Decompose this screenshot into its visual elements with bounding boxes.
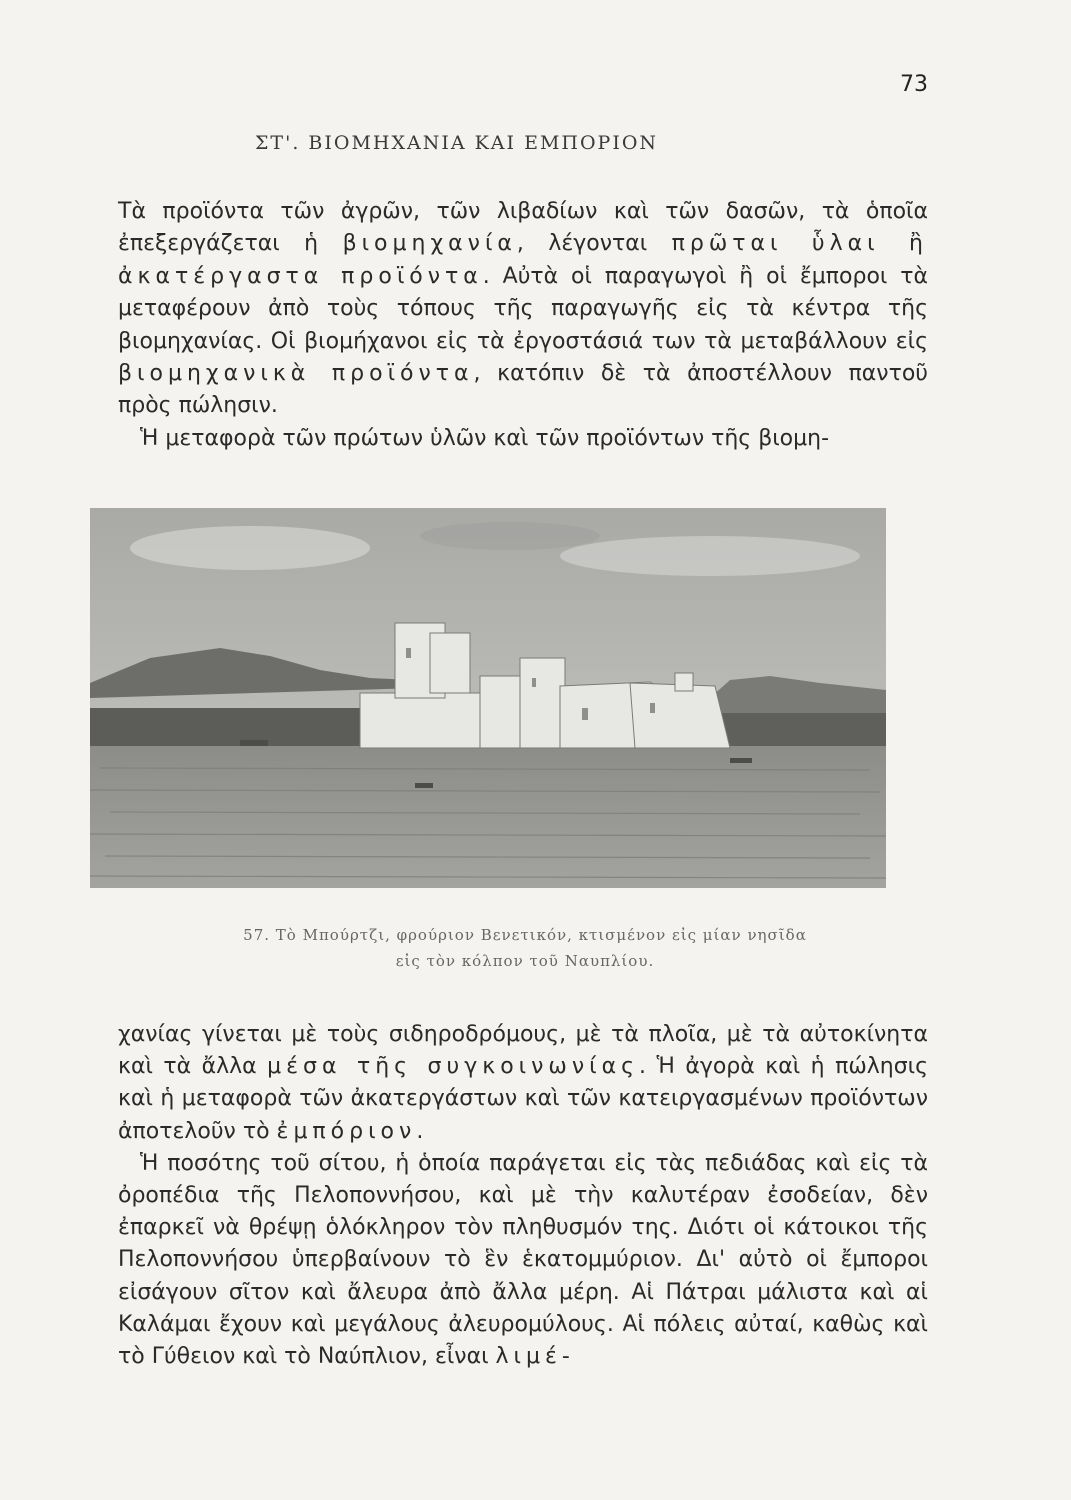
caption-line: 57. Τὸ Μπούρτζι, φρούριον Βενετικόν, κτισμένον εἰς μίαν νησῖδα bbox=[243, 926, 807, 944]
page-number: 73 bbox=[900, 72, 928, 97]
paragraph-text: . Ἡ ἀγορὰ καὶ ἡ πώλησις καὶ ἡ μεταφορὰ τῶν ἀκατεργάστων καὶ τῶν κατειργασμένων προϊόντων ἀποτελοῦν τὸ bbox=[118, 1054, 929, 1144]
spaced-term: βιομηχανία bbox=[342, 231, 517, 257]
section-heading: ΣΤ'. ΒΙΟΜΗΧΑΝΙΑ ΚΑΙ ΕΜΠΟΡΙΟΝ bbox=[255, 132, 659, 154]
paragraph-industry bbox=[118, 196, 928, 455]
caption-line: εἰς τὸν κόλπον τοῦ Ναυπλίου. bbox=[395, 952, 655, 970]
paragraph-text: . Αὐτὰ οἱ παραγωγοὶ ἢ οἱ ἔμποροι τὰ μεταφέρουν ἀπὸ τοὺς τόπους τῆς παραγωγῆς εἰς τὰ κέντρα τῆς βιομηχανίας. Οἱ βιομήχανοι εἰς τὰ ἐργοστάσιά των τὰ μεταβάλλουν εἰς bbox=[118, 263, 929, 354]
paragraph-text: Ἡ ποσότης τοῦ σίτου, ἡ ὁποία παράγεται εἰς τὰς πεδιάδας καὶ εἰς τὰ ὀροπέδια τῆς Πελοποννήσου, καὶ μὲ τὴν καλυτέραν ἐσοδείαν, δὲν ἐπαρκεῖ νὰ θρέψῃ ὁλόκληρον τὸν πληθυσμόν της. Διότι οἱ κάτοικοι τῆς Πελοποννήσου ὑπερβαίνουν τὸ ἓν ἑκατομμύριον. Δι' αὐτὸ οἱ ἔμποροι εἰσάγουν σῖτον καὶ ἄλευρα ἀπὸ ἄλλα μέρη. Αἱ Πάτραι μάλιστα καὶ αἱ Καλάμαι ἔχουν καὶ μεγάλους ἀλευρομύλους. Αἱ πόλεις αὐταί, καθὼς καὶ τὸ Γύθειον καὶ τὸ Ναύπλιον, εἶναι bbox=[118, 1150, 928, 1370]
paragraph-text: , λέγονται bbox=[516, 231, 672, 257]
spaced-term: μέσα τῆς συγκοινωνίας bbox=[267, 1054, 639, 1080]
paragraph-text: χανίας γίνεται μὲ τοὺς σιδηροδρόμους, μὲ τὰ πλοῖα, μὲ τὰ αὐτοκίνητα καὶ τὰ ἄλλα bbox=[118, 1022, 928, 1080]
spaced-term: πρῶται ὗλαι ἢ ἀκατέργαστα προϊόντα bbox=[118, 231, 929, 289]
photo-bourtzi-fortress bbox=[90, 508, 886, 888]
figure-caption bbox=[120, 922, 930, 974]
paragraph-text: Τὰ προϊόντα τῶν ἀγρῶν, τῶν λιβαδίων καὶ τῶν δασῶν, τὰ ὁποῖα ἐπεξεργάζεται ἡ bbox=[118, 199, 928, 257]
spaced-term: λιμέ- bbox=[495, 1344, 575, 1370]
paragraph-text: , κατόπιν δὲ τὰ ἀποστέλλουν παντοῦ πρὸς πώλησιν. bbox=[118, 361, 929, 419]
paragraph-commerce bbox=[118, 1019, 928, 1373]
spaced-term: βιομηχανικὰ προϊόντα bbox=[118, 361, 474, 387]
paragraph-text: Ἡ μεταφορὰ τῶν πρώτων ὑλῶν καὶ τῶν προϊόντων τῆς βιομη- bbox=[140, 425, 830, 451]
spaced-term: ἐμπόριον bbox=[276, 1118, 417, 1144]
paragraph-text: . bbox=[416, 1118, 424, 1144]
